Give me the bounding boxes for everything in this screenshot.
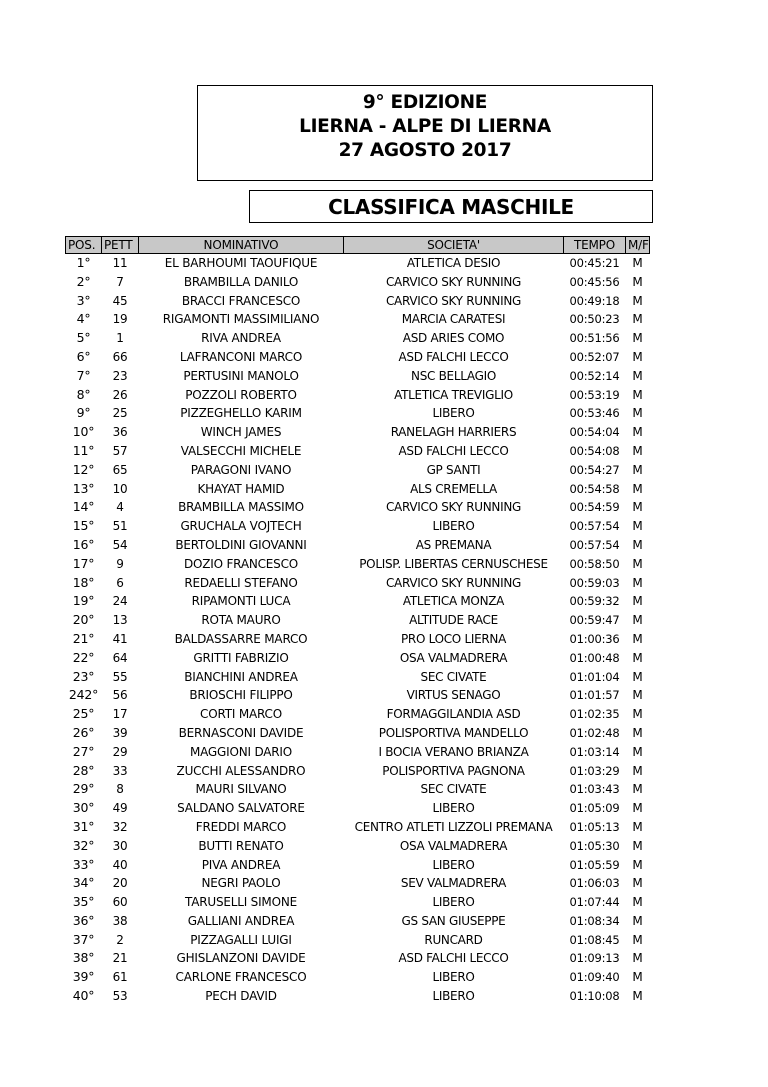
athlete-name-cell: TARUSELLI SIMONE: [185, 895, 297, 910]
club-cell: CARVICO SKY RUNNING: [385, 293, 522, 308]
sex-cell: M: [632, 481, 643, 496]
position-cell: 5°: [76, 330, 91, 346]
position-cell: 27°: [72, 743, 95, 759]
time-cell: 00:54:58: [569, 481, 620, 496]
bib-cell: 61: [112, 970, 128, 985]
table-row: [66, 968, 650, 987]
athlete-name-cell: PIVA ANDREA: [201, 857, 281, 872]
athlete-name-cell: BRACCI FRANCESCO: [181, 293, 301, 308]
event-title-box: [197, 85, 653, 181]
results-table: [65, 236, 650, 1006]
time-cell: 00:59:03: [569, 575, 620, 590]
table-row: [66, 668, 650, 687]
sex-cell: M: [632, 857, 643, 872]
position-cell: 16°: [72, 536, 95, 552]
table-row: [66, 310, 650, 329]
position-cell: 32°: [72, 837, 95, 853]
position-cell: 8°: [76, 386, 91, 402]
time-cell: 01:05:13: [569, 819, 620, 834]
club-cell: ASD FALCHI LECCO: [398, 349, 509, 364]
sex-cell: M: [632, 331, 643, 346]
club-cell: POLISPORTIVA PAGNONA: [382, 763, 525, 778]
table-row: [66, 423, 650, 442]
athlete-name-cell: BIANCHINI ANDREA: [184, 669, 298, 684]
position-cell: 4°: [76, 311, 91, 327]
table-row: [66, 480, 650, 499]
bib-cell: 17: [112, 707, 128, 722]
bib-cell: 23: [112, 368, 128, 383]
table-row: [66, 799, 650, 818]
club-cell: VIRTUS SENAGO: [406, 688, 501, 703]
position-cell: 14°: [72, 499, 95, 515]
edition-title: 9° EDIZIONE: [362, 92, 488, 113]
position-cell: 23°: [72, 668, 95, 684]
time-cell: 01:08:34: [569, 913, 620, 928]
athlete-name-cell: NEGRI PAOLO: [201, 876, 281, 891]
sex-cell: M: [632, 876, 643, 891]
column-header-pett: PETT: [102, 237, 139, 254]
time-cell: 00:57:54: [569, 519, 620, 534]
table-row: [66, 762, 650, 781]
position-cell: 26°: [72, 724, 95, 740]
club-cell: GS SAN GIUSEPPE: [401, 913, 506, 928]
athlete-name-cell: BUTTI RENATO: [198, 838, 284, 853]
sex-cell: M: [632, 763, 643, 778]
athlete-name-cell: MAGGIONI DARIO: [189, 744, 293, 759]
time-cell: 00:59:47: [569, 613, 620, 628]
position-cell: 34°: [72, 875, 95, 891]
club-cell: LIBERO: [432, 895, 475, 910]
club-cell: ATLETICA DESIO: [406, 256, 501, 270]
time-cell: 01:01:04: [569, 669, 620, 684]
club-cell: CENTRO ATLETI LIZZOLI PREMANA: [354, 819, 553, 834]
table-row: [66, 498, 650, 517]
position-cell: 19°: [72, 593, 95, 609]
athlete-name-cell: PECH DAVID: [205, 989, 277, 1004]
bib-cell: 10: [112, 481, 128, 496]
time-cell: 00:54:59: [569, 500, 620, 515]
athlete-name-cell: REDAELLI STEFANO: [184, 575, 298, 590]
time-cell: 00:50:23: [569, 312, 620, 327]
time-cell: 00:54:04: [569, 425, 620, 440]
time-cell: 00:45:56: [569, 274, 620, 289]
time-cell: 01:02:48: [569, 725, 620, 740]
bib-cell: 20: [112, 876, 128, 891]
table-row: [66, 686, 650, 705]
table-row: [66, 611, 650, 630]
athlete-name-cell: ZUCCHI ALESSANDRO: [176, 763, 306, 778]
table-row: [66, 404, 650, 423]
position-cell: 38°: [72, 950, 95, 966]
sex-cell: M: [632, 707, 643, 722]
column-header-time: TEMPO: [564, 237, 626, 254]
table-row: [66, 931, 650, 950]
sex-cell: M: [632, 801, 643, 816]
club-cell: LIBERO: [432, 989, 475, 1004]
athlete-name-cell: GRUCHALA VOJTECH: [180, 519, 302, 534]
position-cell: 29°: [72, 781, 95, 797]
athlete-name-cell: BRAMBILLA DANILO: [183, 274, 299, 289]
sex-cell: M: [632, 631, 643, 646]
position-cell: 12°: [72, 461, 95, 477]
bib-cell: 29: [112, 744, 128, 759]
table-row: [66, 592, 650, 611]
sex-cell: M: [632, 443, 643, 458]
athlete-name-cell: RIPAMONTI LUCA: [191, 594, 291, 609]
table-row: [66, 517, 650, 536]
sex-cell: M: [632, 932, 643, 947]
athlete-name-cell: MAURI SILVANO: [195, 782, 287, 797]
time-cell: 01:03:29: [569, 763, 620, 778]
bib-cell: 36: [112, 425, 128, 440]
time-cell: 00:59:32: [569, 594, 620, 609]
table-row: [66, 949, 650, 968]
bib-cell: 4: [116, 500, 124, 515]
athlete-name-cell: PIZZAGALLI LUIGI: [190, 932, 292, 947]
table-row: [66, 574, 650, 593]
time-cell: 00:51:56: [569, 331, 620, 346]
race-date: 27 AGOSTO 2017: [338, 140, 512, 161]
sex-cell: M: [632, 838, 643, 853]
table-row: [66, 912, 650, 931]
sex-cell: M: [632, 669, 643, 684]
column-header-pos: POS.: [66, 237, 102, 254]
table-header-row: [66, 237, 650, 254]
athlete-name-cell: GHISLANZONI DAVIDE: [176, 951, 306, 966]
sex-cell: M: [632, 744, 643, 759]
bib-cell: 25: [112, 406, 128, 421]
race-name: LIERNA - ALPE DI LIERNA: [299, 116, 551, 137]
sex-cell: M: [632, 462, 643, 477]
sex-cell: M: [632, 613, 643, 628]
table-row: [66, 461, 650, 480]
sex-cell: M: [632, 594, 643, 609]
athlete-name-cell: KHAYAT HAMID: [197, 481, 285, 496]
sex-cell: M: [632, 387, 643, 402]
table-row: [66, 254, 650, 273]
time-cell: 01:08:45: [569, 932, 620, 947]
sex-cell: M: [632, 951, 643, 966]
position-cell: 242°: [68, 687, 99, 703]
athlete-name-cell: RIGAMONTI MASSIMILIANO: [162, 312, 320, 327]
position-cell: 11°: [72, 442, 95, 458]
bib-cell: 57: [112, 443, 128, 458]
position-cell: 18°: [72, 574, 95, 590]
position-cell: 7°: [76, 367, 91, 383]
sex-cell: M: [632, 274, 643, 289]
position-cell: 17°: [72, 555, 95, 571]
club-cell: GP SANTI: [426, 462, 481, 477]
bib-cell: 19: [112, 312, 128, 327]
time-cell: 01:03:14: [569, 744, 620, 759]
club-cell: RANELAGH HARRIERS: [390, 425, 517, 440]
club-cell: RUNCARD: [424, 932, 483, 947]
sex-cell: M: [632, 425, 643, 440]
time-cell: 01:05:09: [569, 801, 620, 816]
club-cell: CARVICO SKY RUNNING: [385, 500, 522, 515]
position-cell: 20°: [72, 612, 95, 628]
table-row: [66, 367, 650, 386]
athlete-name-cell: BERTOLDINI GIOVANNI: [175, 537, 307, 552]
club-cell: ALTITUDE RACE: [409, 613, 498, 628]
time-cell: 01:05:59: [569, 857, 620, 872]
athlete-name-cell: GRITTI FABRIZIO: [193, 650, 289, 665]
time-cell: 01:05:30: [569, 838, 620, 853]
bib-cell: 1: [116, 331, 124, 346]
club-cell: PRO LOCO LIERNA: [400, 631, 506, 646]
athlete-name-cell: DOZIO FRANCESCO: [183, 556, 299, 571]
club-cell: ALS CREMELLA: [410, 481, 497, 496]
athlete-name-cell: BERNASCONI DAVIDE: [178, 725, 304, 740]
bib-cell: 55: [112, 669, 128, 684]
athlete-name-cell: PIZZEGHELLO KARIM: [180, 406, 302, 421]
club-cell: FORMAGGILANDIA ASD: [386, 707, 521, 722]
athlete-name-cell: GALLIANI ANDREA: [187, 913, 295, 928]
position-cell: 37°: [72, 931, 95, 947]
bib-cell: 56: [112, 688, 128, 703]
bib-cell: 41: [112, 631, 128, 646]
club-cell: SEC CIVATE: [420, 782, 487, 797]
position-cell: 25°: [72, 706, 95, 722]
position-cell: 9°: [76, 405, 91, 421]
club-cell: SEC CIVATE: [420, 669, 487, 684]
club-cell: MARCIA CARATESI: [401, 312, 506, 327]
sex-cell: M: [632, 725, 643, 740]
bib-cell: 13: [112, 613, 128, 628]
bib-cell: 49: [112, 801, 128, 816]
athlete-name-cell: WINCH JAMES: [200, 425, 282, 440]
athlete-name-cell: VALSECCHI MICHELE: [180, 443, 302, 458]
table-row: [66, 536, 650, 555]
time-cell: 00:54:27: [569, 462, 620, 477]
time-cell: 00:53:19: [569, 387, 620, 402]
table-row: [66, 348, 650, 367]
club-cell: NSC BELLAGIO: [411, 368, 496, 383]
club-cell: OSA VALMADRERA: [399, 838, 508, 853]
table-row: [66, 724, 650, 743]
table-row: [66, 874, 650, 893]
bib-cell: 39: [112, 725, 128, 740]
club-cell: LIBERO: [432, 857, 475, 872]
bib-cell: 8: [116, 782, 124, 797]
bib-cell: 33: [112, 763, 128, 778]
bib-cell: 38: [112, 913, 128, 928]
club-cell: POLISP. LIBERTAS CERNUSCHESE: [359, 556, 548, 571]
position-cell: 39°: [72, 969, 95, 985]
bib-cell: 53: [112, 989, 128, 1004]
position-cell: 6°: [76, 348, 91, 364]
time-cell: 01:06:03: [569, 876, 620, 891]
bib-cell: 60: [112, 895, 128, 910]
table-row: [66, 273, 650, 292]
bib-cell: 11: [112, 256, 128, 270]
club-cell: ASD FALCHI LECCO: [398, 951, 509, 966]
sex-cell: M: [632, 537, 643, 552]
results-body: [66, 254, 650, 1006]
athlete-name-cell: EL BARHOUMI TAOUFIQUE: [164, 256, 318, 270]
bib-cell: 7: [116, 274, 124, 289]
athlete-name-cell: ROTA MAURO: [201, 613, 281, 628]
club-cell: CARVICO SKY RUNNING: [385, 575, 522, 590]
position-cell: 36°: [72, 912, 95, 928]
club-cell: ATLETICA MONZA: [402, 594, 505, 609]
bib-cell: 40: [112, 857, 128, 872]
sex-cell: M: [632, 913, 643, 928]
position-cell: 28°: [72, 762, 95, 778]
time-cell: 00:49:18: [569, 293, 620, 308]
column-header-sex: M/F: [626, 237, 650, 254]
sex-cell: M: [632, 368, 643, 383]
time-cell: 01:09:13: [569, 951, 620, 966]
athlete-name-cell: FREDDI MARCO: [195, 819, 287, 834]
column-header-club: SOCIETA': [344, 237, 564, 254]
time-cell: 00:57:54: [569, 537, 620, 552]
sex-cell: M: [632, 970, 643, 985]
column-header-name: NOMINATIVO: [139, 237, 344, 254]
bib-cell: 9: [116, 556, 124, 571]
table-row: [66, 987, 650, 1006]
athlete-name-cell: BALDASSARRE MARCO: [174, 631, 308, 646]
position-cell: 15°: [72, 518, 95, 534]
club-cell: CARVICO SKY RUNNING: [385, 274, 522, 289]
table-row: [66, 386, 650, 405]
time-cell: 00:58:50: [569, 556, 620, 571]
athlete-name-cell: BRAMBILLA MASSIMO: [178, 500, 304, 515]
table-row: [66, 743, 650, 762]
section-title: CLASSIFICA MASCHILE: [249, 190, 653, 223]
club-cell: ASD FALCHI LECCO: [398, 443, 509, 458]
club-cell: LIBERO: [432, 801, 475, 816]
table-row: [66, 555, 650, 574]
bib-cell: 45: [112, 293, 128, 308]
athlete-name-cell: CORTI MARCO: [200, 707, 282, 722]
sex-cell: M: [632, 519, 643, 534]
position-cell: 10°: [72, 424, 95, 440]
club-cell: AS PREMANA: [415, 537, 492, 552]
athlete-name-cell: PERTUSINI MANOLO: [183, 368, 299, 383]
table-row: [66, 893, 650, 912]
table-row: [66, 818, 650, 837]
club-cell: ASD ARIES COMO: [402, 331, 505, 346]
position-cell: 21°: [72, 630, 95, 646]
table-row: [66, 837, 650, 856]
sex-cell: M: [632, 556, 643, 571]
sex-cell: M: [632, 349, 643, 364]
time-cell: 00:53:46: [569, 406, 620, 421]
position-cell: 3°: [76, 292, 91, 308]
time-cell: 00:52:07: [569, 349, 620, 364]
club-cell: SEV VALMADRERA: [400, 876, 507, 891]
sex-cell: M: [632, 406, 643, 421]
table-row: [66, 780, 650, 799]
table-row: [66, 705, 650, 724]
bib-cell: 66: [112, 349, 128, 364]
sex-cell: M: [632, 575, 643, 590]
position-cell: 31°: [72, 818, 95, 834]
position-cell: 35°: [72, 894, 95, 910]
athlete-name-cell: LAFRANCONI MARCO: [179, 349, 303, 364]
bib-cell: 2: [116, 932, 124, 947]
club-cell: OSA VALMADRERA: [399, 650, 508, 665]
table-row: [66, 292, 650, 311]
sex-cell: M: [632, 256, 643, 270]
bib-cell: 6: [116, 575, 124, 590]
time-cell: 00:54:08: [569, 443, 620, 458]
time-cell: 01:03:43: [569, 782, 620, 797]
table-row: [66, 442, 650, 461]
position-cell: 13°: [72, 480, 95, 496]
athlete-name-cell: PARAGONI IVANO: [190, 462, 292, 477]
club-cell: ATLETICA TREVIGLIO: [394, 387, 513, 402]
club-cell: LIBERO: [432, 519, 475, 534]
bib-cell: 54: [112, 537, 128, 552]
sex-cell: M: [632, 782, 643, 797]
sex-cell: M: [632, 895, 643, 910]
sex-cell: M: [632, 293, 643, 308]
club-cell: I BOCIA VERANO BRIANZA: [378, 744, 529, 759]
time-cell: 01:00:36: [569, 631, 620, 646]
club-cell: LIBERO: [432, 970, 475, 985]
bib-cell: 32: [112, 819, 128, 834]
table-row: [66, 856, 650, 875]
position-cell: 33°: [72, 856, 95, 872]
athlete-name-cell: POZZOLI ROBERTO: [185, 387, 297, 402]
time-cell: 01:01:57: [569, 688, 620, 703]
athlete-name-cell: BRIOSCHI FILIPPO: [189, 688, 293, 703]
sex-cell: M: [632, 650, 643, 665]
position-cell: 1°: [76, 255, 91, 270]
sex-cell: M: [632, 312, 643, 327]
table-row: [66, 649, 650, 668]
time-cell: 01:00:48: [569, 650, 620, 665]
athlete-name-cell: RIVA ANDREA: [201, 331, 281, 346]
position-cell: 30°: [72, 800, 95, 816]
bib-cell: 30: [112, 838, 128, 853]
table-row: [66, 630, 650, 649]
bib-cell: 26: [112, 387, 128, 402]
sex-cell: M: [632, 688, 643, 703]
sex-cell: M: [632, 989, 643, 1004]
sex-cell: M: [632, 819, 643, 834]
bib-cell: 65: [112, 462, 128, 477]
time-cell: 00:45:21: [569, 256, 620, 270]
bib-cell: 51: [112, 519, 128, 534]
athlete-name-cell: CARLONE FRANCESCO: [175, 970, 307, 985]
club-cell: LIBERO: [432, 406, 475, 421]
time-cell: 01:07:44: [569, 895, 620, 910]
time-cell: 01:10:08: [569, 989, 620, 1004]
position-cell: 22°: [72, 649, 95, 665]
bib-cell: 24: [112, 594, 128, 609]
time-cell: 01:02:35: [569, 707, 620, 722]
position-cell: 2°: [76, 273, 91, 289]
time-cell: 00:52:14: [569, 368, 620, 383]
sex-cell: M: [632, 500, 643, 515]
bib-cell: 64: [112, 650, 128, 665]
position-cell: 40°: [72, 988, 95, 1004]
bib-cell: 21: [112, 951, 128, 966]
time-cell: 01:09:40: [569, 970, 620, 985]
club-cell: POLISPORTIVA MANDELLO: [378, 725, 529, 740]
athlete-name-cell: SALDANO SALVATORE: [177, 801, 305, 816]
table-row: [66, 329, 650, 348]
